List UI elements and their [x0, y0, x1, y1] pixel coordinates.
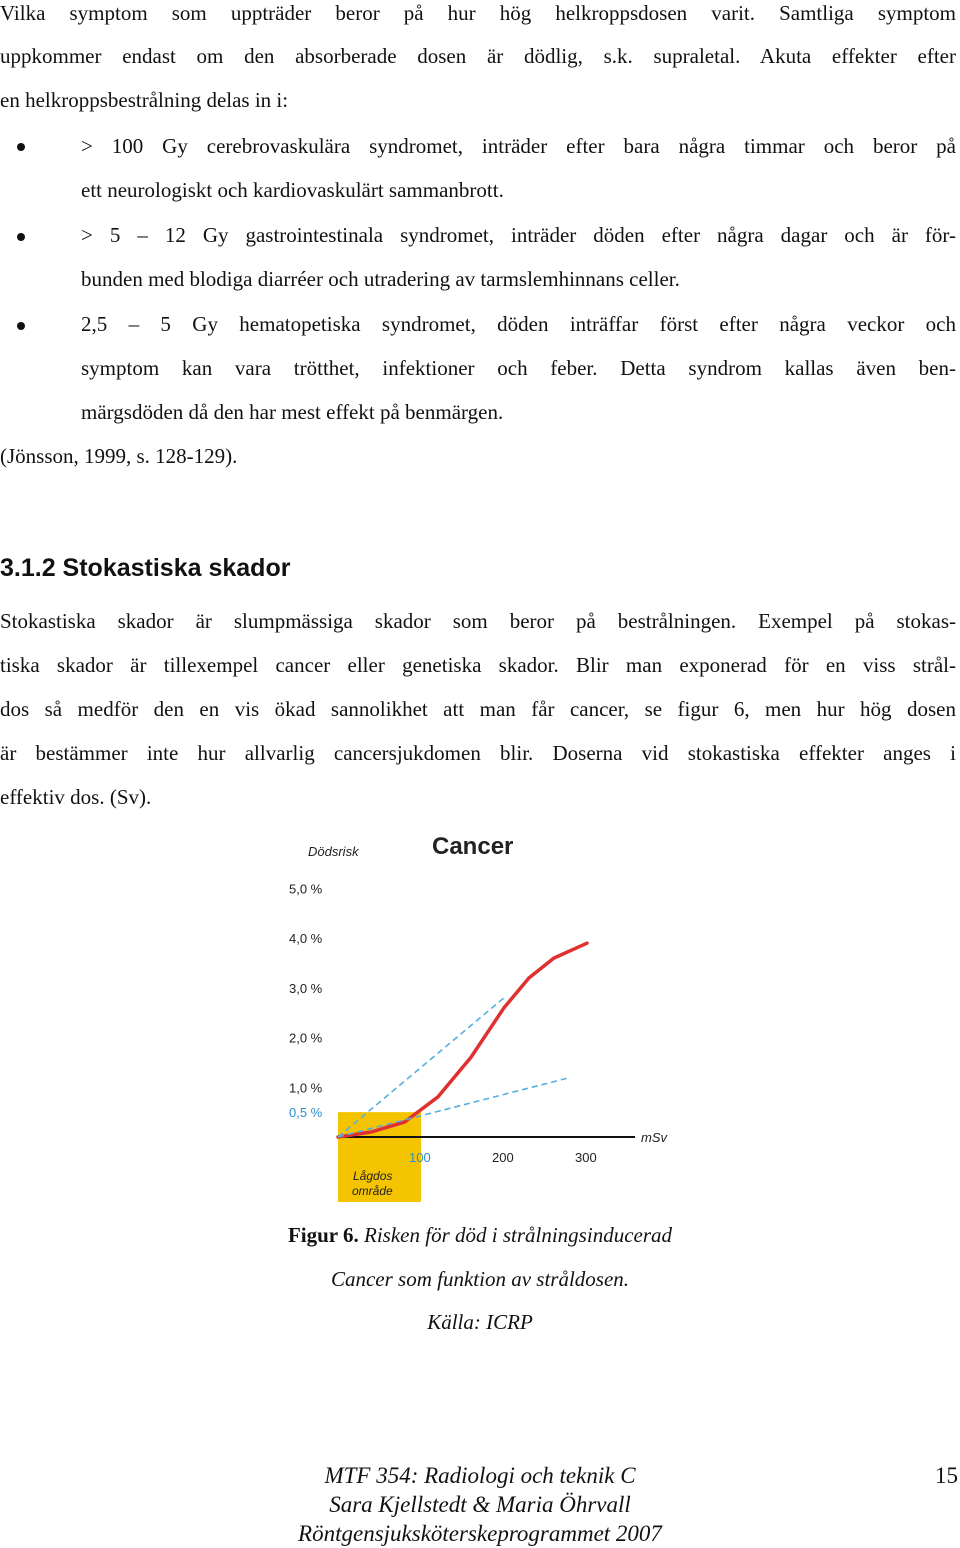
citation: (Jönsson, 1999, s. 128-129). [0, 444, 238, 468]
x-tick-label: 200 [492, 1150, 514, 1165]
footer-program: Röntgensjuksköterskeprogrammet 2007 [298, 1521, 662, 1546]
figure-caption-text: Risken för död i strålningsinducerad [358, 1223, 673, 1247]
footer-authors: Sara Kjellstedt & Maria Öhrvall [329, 1492, 631, 1517]
paragraph-line: dos så medför den en vis ökad sannolikhet att man får cancer, se figur 6, men hur hög dosen [0, 697, 956, 721]
intro-line: uppkommer endast om den absorberade dosen är dödlig, s.k. supraletal. Akuta effekter efter [0, 44, 956, 68]
page-number: 15 [935, 1463, 958, 1488]
x-tick-label: 100 [409, 1150, 431, 1165]
y-tick-label: 1,0 % [289, 1080, 323, 1096]
paragraph-line: tiska skador är tillexempel cancer eller genetiska skador. Blir man exponerad för en viss strål- [0, 653, 956, 677]
y-tick-label: 2,0 % [289, 1030, 323, 1046]
y-tick-label: 3,0 % [289, 980, 323, 996]
bullet-text: märgsdöden då den har mest effekt på benmärgen. [81, 400, 504, 424]
section-heading: 3.1.2 Stokastiska skador [0, 554, 291, 582]
paragraph-line: är bestämmer inte hur allvarlig cancersjukdomen blir. Doserna vid stokastiska effekter anges i [0, 741, 956, 765]
bullet-text: ett neurologiskt och kardiovaskulärt sammanbrott. [81, 178, 504, 202]
y-axis-label: Dödsrisk [308, 844, 359, 859]
chart-title: Cancer [432, 833, 514, 860]
bullet-text: > 100 Gy cerebrovaskulära syndromet, inträder efter bara några timmar och beror på [81, 134, 956, 158]
x-tick-label: 300 [575, 1150, 597, 1165]
y-tick-label: 0,5 % [289, 1105, 323, 1121]
bullet-dot [17, 322, 25, 330]
intro-line: en helkroppsbestrålning delas in i: [0, 88, 289, 112]
intro-line: Vilka symptom som uppträder beror på hur hög helkroppsdosen varit. Samtliga symptom [0, 1, 956, 25]
risk-curve [338, 943, 587, 1137]
figure-caption-line1 [0, 1222, 960, 1248]
bullet-dot [17, 143, 25, 151]
figure-source: Källa: ICRP [427, 1310, 533, 1334]
bullet-text: > 5 – 12 Gy gastrointestinala syndromet, inträder döden efter några dagar och är för- [81, 223, 956, 247]
figure-label: Figur 6. [287, 1223, 359, 1247]
footer-course: MTF 354: Radiologi och teknik C [324, 1463, 636, 1488]
x-axis-label: mSv [641, 1130, 667, 1145]
bullet-text: 2,5 – 5 Gy hematopetiska syndromet, döden inträffar först efter några veckor och [81, 312, 956, 336]
low-dose-label: område [352, 1184, 393, 1198]
paragraph-line: Stokastiska skador är slumpmässiga skador som beror på bestrålningen. Exempel på stokas- [0, 609, 956, 633]
figure-caption-line2: Cancer som funktion av stråldosen. [330, 1267, 630, 1291]
cancer-risk-chart [275, 825, 695, 1210]
bullet-dot [17, 233, 25, 241]
bullet-text: bunden med blodiga diarréer och utradering av tarmslemhinnans celler. [81, 267, 680, 291]
y-tick-label: 4,0 % [289, 931, 323, 947]
low-dose-label: Lågdos [353, 1169, 393, 1183]
bullet-text: symptom kan vara trötthet, infektioner och feber. Detta syndrom kallas även ben- [81, 356, 956, 380]
paragraph-line: effektiv dos. (Sv). [0, 785, 152, 809]
y-tick-label: 5,0 % [289, 881, 323, 897]
